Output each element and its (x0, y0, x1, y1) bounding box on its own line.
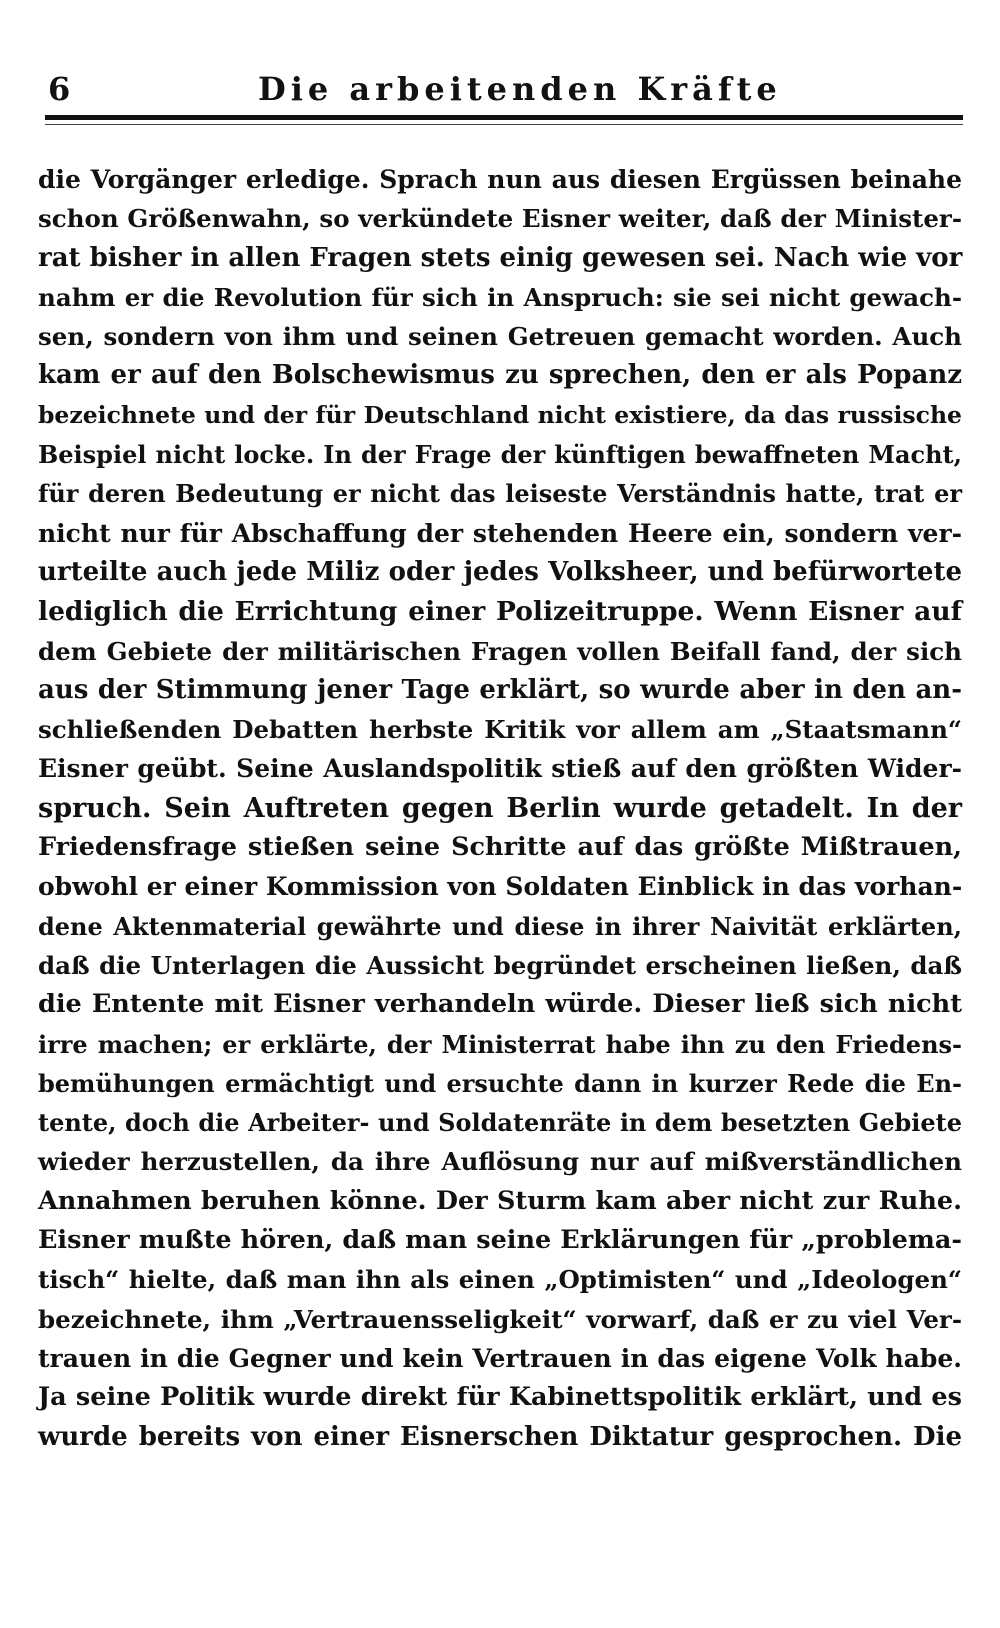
text-line: lediglich die Errichtung einer Polizeitruppe. Wenn Eisner auf (38, 596, 962, 628)
text-line: für deren Bedeutung er nicht das leiseste Verständnis hatte, trat er (38, 479, 962, 509)
text-line: Beispiel nicht locke. In der Frage der künftigen bewaffneten Macht, (38, 440, 962, 470)
text-line: wurde bereits von einer Eisnerschen Diktatur gesprochen. Die (38, 1421, 962, 1452)
text-line: nicht nur für Abschaffung der stehenden Heere ein, sondern ver- (38, 518, 962, 548)
text-line: schon Größenwahn, so verkündete Eisner weiter, daß der Minister- (38, 204, 962, 234)
text-line: spruch. Sein Auftreten gegen Berlin wurde getadelt. In der (38, 792, 962, 824)
body-text (38, 160, 962, 1457)
text-line: sen, sondern von ihm und seinen Getreuen gemacht worden. Auch (38, 322, 962, 352)
running-title: Die arbeitenden Kräfte (258, 70, 782, 108)
page-number: 6 (48, 70, 71, 108)
text-line: Eisner mußte hören, daß man seine Erklärungen für „problema- (38, 1225, 962, 1256)
page-header (48, 62, 958, 106)
text-line: rat bisher in allen Fragen stets einig gewesen sei. Nach wie vor (38, 242, 963, 273)
text-line: trauen in die Gegner und kein Vertrauen in das eigene Volk habe. (38, 1343, 962, 1373)
header-rule (45, 115, 963, 120)
text-line: nahm er die Revolution für sich in Anspruch: sie sei nicht gewach- (38, 282, 962, 312)
text-line: wieder herzustellen, da ihre Auflösung nur auf mißverständlichen (38, 1147, 962, 1177)
text-line: bezeichnete, ihm „Vertrauensseligkeit“ vorwarf, daß er zu viel Ver- (38, 1304, 962, 1334)
text-line: kam er auf den Bolschewismus zu sprechen, den er als Popanz (38, 360, 962, 391)
text-line: irre machen; er erklärte, der Ministerrat habe ihn zu den Friedens- (38, 1029, 962, 1059)
text-line: Eisner geübt. Seine Auslandspolitik stieß auf den größten Wider- (38, 754, 962, 784)
text-line: tisch“ hielte, daß man ihn als einen „Optimisten“ und „Ideologen“ (38, 1265, 962, 1295)
text-line: daß die Unterlagen die Aussicht begründet erscheinen ließen, daß (38, 950, 962, 980)
header-rule-thin (45, 124, 963, 125)
text-line: tente, doch die Arbeiter- und Soldatenräte in dem besetzten Gebiete (38, 1108, 962, 1138)
text-line: dene Aktenmaterial gewährte und diese in ihrer Naivität erklärten, (38, 911, 962, 941)
text-line: die Vorgänger erledige. Sprach nun aus diesen Ergüssen beinahe (38, 165, 962, 194)
text-line: obwohl er einer Kommission von Soldaten Einblick in das vorhan- (38, 872, 963, 902)
text-line: bemühungen ermächtigt und ersuchte dann in kurzer Rede die En- (38, 1068, 962, 1098)
text-line: urteilte auch jede Miliz oder jedes Volksheer, und befürwortete (38, 556, 962, 587)
text-line: aus der Stimmung jener Tage erklärt, so wurde aber in den an- (38, 674, 962, 705)
text-line: bezeichnete und der für Deutschland nicht existiere, da das russische (38, 400, 962, 429)
text-line: Ja seine Politik wurde direkt für Kabinettspolitik erklärt, und es (38, 1382, 962, 1413)
text-line: dem Gebiete der militärischen Fragen vollen Beifall fand, der sich (38, 636, 962, 666)
text-line: Friedensfrage stießen seine Schritte auf das größte Mißtrauen, (38, 832, 962, 863)
text-line: schließenden Debatten herbste Kritik vor allem am „Staatsmann“ (38, 715, 962, 745)
text-line: die Entente mit Eisner verhandeln würde. Dieser ließ sich nicht (38, 989, 962, 1020)
text-line: Annahmen beruhen könne. Der Sturm kam aber nicht zur Ruhe. (38, 1185, 962, 1216)
